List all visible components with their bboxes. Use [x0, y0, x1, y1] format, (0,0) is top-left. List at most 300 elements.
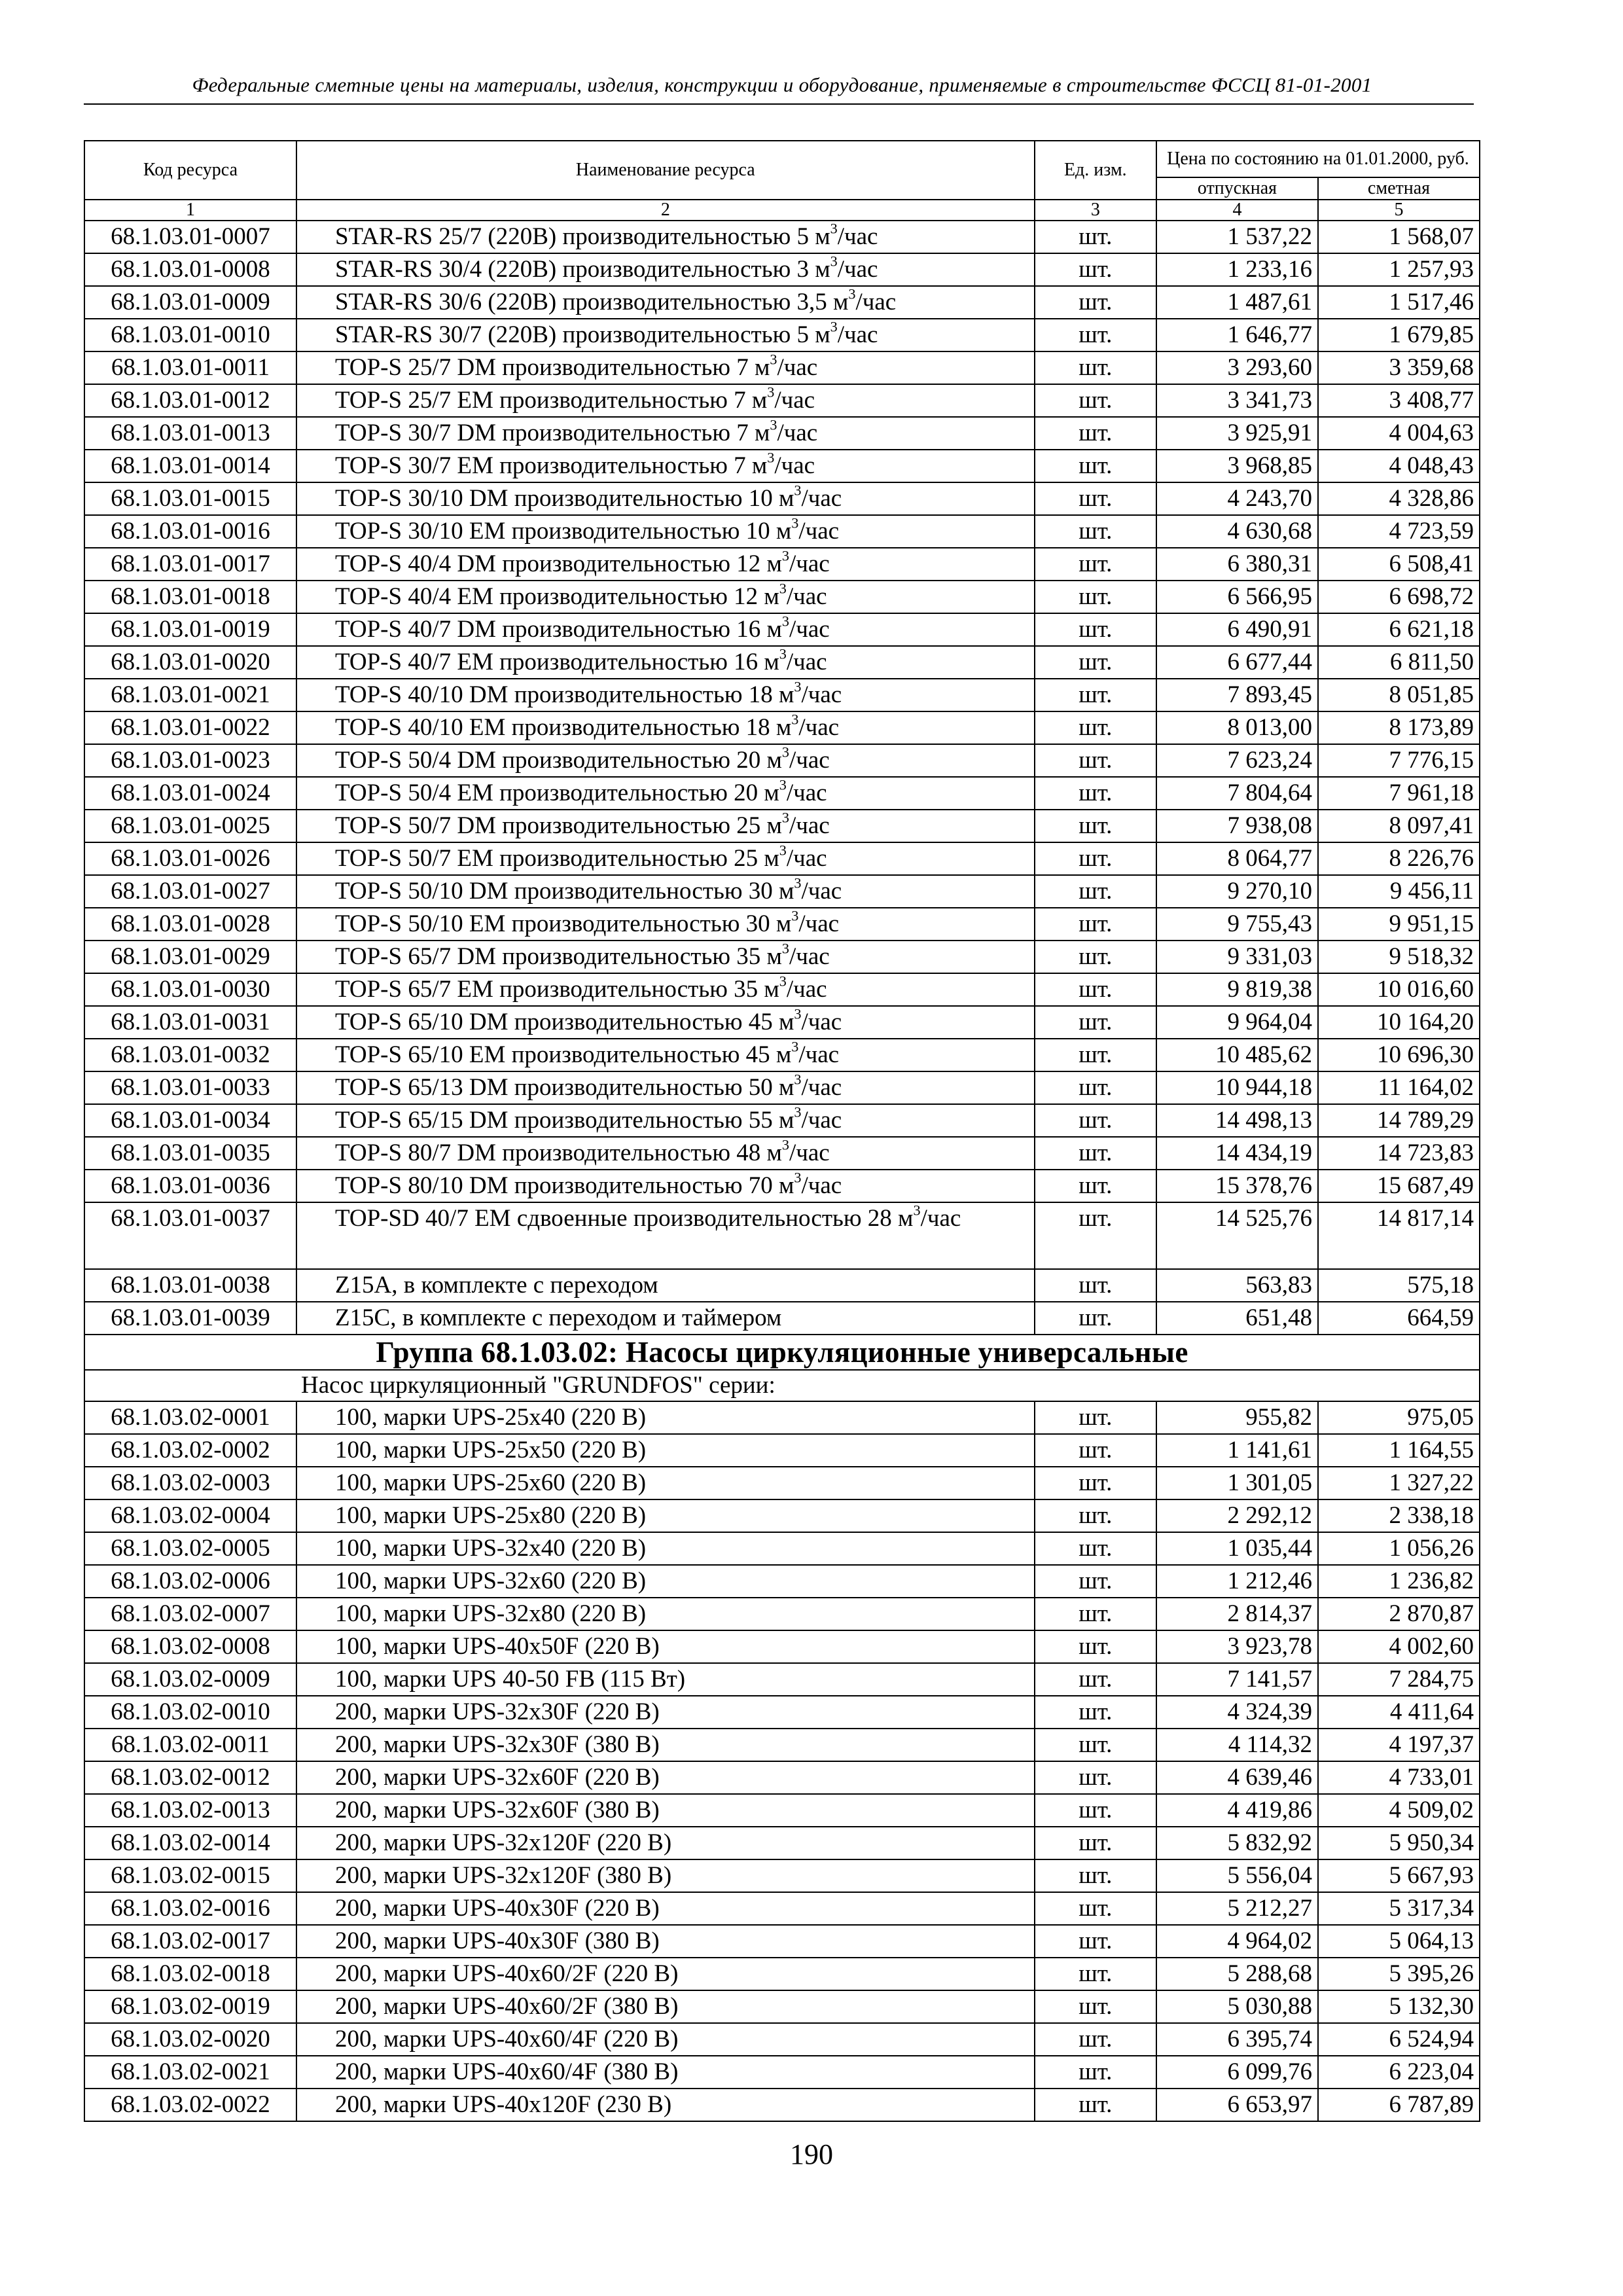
resource-unit: шт.	[1035, 1761, 1156, 1794]
unit-superscript: 3	[781, 941, 789, 957]
resource-code: 68.1.03.02-0012	[84, 1761, 296, 1794]
resource-name	[296, 515, 1035, 548]
table-row	[84, 384, 1480, 417]
price-sale: 4 630,68	[1156, 515, 1318, 548]
resource-code: 68.1.03.02-0020	[84, 2023, 296, 2056]
price-estimate: 7 284,75	[1318, 1663, 1480, 1696]
resource-name-suffix: /час	[789, 616, 830, 643]
price-estimate: 1 056,26	[1318, 1532, 1480, 1565]
price-sale: 4 964,02	[1156, 1925, 1318, 1958]
price-estimate: 4 733,01	[1318, 1761, 1480, 1794]
resource-name: 200, марки UPS-32x60F (380 В)	[296, 1794, 1035, 1827]
resource-name-suffix: /час	[786, 649, 827, 675]
unit-superscript: 3	[781, 613, 789, 630]
price-sale: 5 288,68	[1156, 1958, 1318, 1990]
price-sale: 1 141,61	[1156, 1434, 1318, 1467]
resource-unit: шт.	[1035, 1827, 1156, 1859]
table-row	[84, 1598, 1480, 1630]
price-estimate: 10 164,20	[1318, 1006, 1480, 1039]
unit-superscript: 3	[794, 1071, 802, 1088]
price-sale: 4 639,46	[1156, 1761, 1318, 1794]
price-sale: 3 341,73	[1156, 384, 1318, 417]
resource-code: 68.1.03.01-0036	[84, 1170, 296, 1202]
resource-unit: шт.	[1035, 646, 1156, 679]
unit-superscript: 3	[830, 253, 838, 270]
resource-name-text: TOP-S 30/7 DM производительностью 7 м	[334, 420, 770, 446]
price-estimate: 6 524,94	[1318, 2023, 1480, 2056]
price-sale: 3 968,85	[1156, 450, 1318, 482]
table-row	[84, 875, 1480, 908]
resource-name-suffix: /час	[801, 1172, 842, 1199]
resource-name-suffix: /час	[798, 518, 840, 545]
price-sale: 14 525,76	[1156, 1202, 1318, 1269]
price-estimate: 10 696,30	[1318, 1039, 1480, 1071]
resource-unit: шт.	[1035, 1663, 1156, 1696]
price-estimate: 1 679,85	[1318, 319, 1480, 351]
table-row	[84, 777, 1480, 810]
resource-unit: шт.	[1035, 384, 1156, 417]
header-price: Цена по состоянию на 01.01.2000, руб.	[1156, 141, 1480, 177]
price-sale: 14 498,13	[1156, 1104, 1318, 1137]
resource-name: 200, марки UPS-40x30F (220 В)	[296, 1892, 1035, 1925]
resource-name-suffix: /час	[801, 1107, 842, 1134]
table-row	[84, 842, 1480, 875]
resource-name-suffix: /час	[774, 387, 815, 414]
resource-name-text: TOP-S 30/7 EM производительностью 7 м	[334, 452, 768, 479]
price-sale: 5 832,92	[1156, 1827, 1318, 1859]
resource-code: 68.1.03.01-0022	[84, 711, 296, 744]
header-name: Наименование ресурса	[296, 141, 1035, 200]
page-header: Федеральные сметные цены на материалы, изделия, конструкции и оборудование, применяемые в строительстве ФССЦ 81-01-2001	[192, 73, 1372, 96]
price-estimate: 15 687,49	[1318, 1170, 1480, 1202]
unit-superscript: 3	[791, 1039, 799, 1055]
resource-name-text: TOP-S 50/4 EM производительностью 20 м	[334, 780, 779, 806]
price-sale: 10 485,62	[1156, 1039, 1318, 1071]
resource-code: 68.1.03.01-0030	[84, 973, 296, 1006]
resource-name-suffix: /час	[837, 256, 878, 283]
resource-unit: шт.	[1035, 1565, 1156, 1598]
table-row	[84, 1071, 1480, 1104]
resource-code: 68.1.03.02-0015	[84, 1859, 296, 1892]
price-estimate: 975,05	[1318, 1401, 1480, 1434]
resource-unit: шт.	[1035, 1598, 1156, 1630]
resource-name-text: TOP-S 50/4 DM производительностью 20 м	[334, 747, 782, 774]
price-sale: 7 938,08	[1156, 810, 1318, 842]
price-sale: 1 035,44	[1156, 1532, 1318, 1565]
resource-name-text: TOP-S 65/10 DM производительностью 45 м	[334, 1009, 794, 1035]
price-sale: 8 064,77	[1156, 842, 1318, 875]
resource-name	[296, 384, 1035, 417]
price-estimate: 14 789,29	[1318, 1104, 1480, 1137]
resource-name	[296, 842, 1035, 875]
price-sale: 651,48	[1156, 1302, 1318, 1335]
resource-name-suffix: /час	[786, 780, 827, 806]
unit-superscript: 3	[767, 384, 775, 401]
price-table	[84, 140, 1480, 2122]
resource-code: 68.1.03.02-0002	[84, 1434, 296, 1467]
resource-unit: шт.	[1035, 941, 1156, 973]
resource-unit: шт.	[1035, 1302, 1156, 1335]
price-estimate: 5 950,34	[1318, 1827, 1480, 1859]
resource-name-suffix: /час	[777, 420, 818, 446]
resource-name-suffix: /час	[789, 550, 830, 577]
resource-name-suffix: /час	[855, 289, 897, 315]
unit-superscript: 3	[830, 221, 838, 237]
unit-superscript: 3	[779, 973, 787, 990]
resource-unit: шт.	[1035, 286, 1156, 319]
header-col-number: 2	[296, 200, 1035, 221]
price-estimate: 575,18	[1318, 1269, 1480, 1302]
resource-name-text: STAR-RS 30/7 (220В) производительностью 5 м	[334, 321, 830, 348]
resource-name: 100, марки UPS-25x40 (220 В)	[296, 1401, 1035, 1434]
price-sale: 2 814,37	[1156, 1598, 1318, 1630]
table-row	[84, 319, 1480, 351]
table-row	[84, 1499, 1480, 1532]
resource-unit: шт.	[1035, 2023, 1156, 2056]
table-row	[84, 253, 1480, 286]
table-body-group1	[84, 221, 1480, 1202]
price-sale: 14 434,19	[1156, 1137, 1318, 1170]
resource-unit: шт.	[1035, 1170, 1156, 1202]
resource-code: 68.1.03.01-0011	[84, 351, 296, 384]
price-sale: 10 944,18	[1156, 1071, 1318, 1104]
table-row	[84, 1434, 1480, 1467]
price-estimate: 8 051,85	[1318, 679, 1480, 711]
price-sale: 6 566,95	[1156, 581, 1318, 613]
price-sale: 2 292,12	[1156, 1499, 1318, 1532]
table-row	[84, 1137, 1480, 1170]
resource-name: 200, марки UPS-32x30F (380 В)	[296, 1729, 1035, 1761]
unit-superscript: 3	[791, 711, 799, 728]
resource-code: 68.1.03.02-0022	[84, 2089, 296, 2121]
unit-superscript: 3	[794, 875, 802, 891]
table-row	[84, 1729, 1480, 1761]
table-row	[84, 1039, 1480, 1071]
resource-name-text: TOP-S 40/7 EM производительностью 16 м	[334, 649, 779, 675]
unit-superscript: 3	[791, 515, 799, 531]
resource-code: 68.1.03.01-0037	[84, 1202, 296, 1269]
header-col-number: 1	[84, 200, 296, 221]
resource-code: 68.1.03.01-0012	[84, 384, 296, 417]
resource-name-suffix: /час	[789, 1139, 830, 1166]
table-row	[84, 1859, 1480, 1892]
table-row	[84, 1925, 1480, 1958]
price-estimate: 8 173,89	[1318, 711, 1480, 744]
header-col-number: 3	[1035, 200, 1156, 221]
price-sale: 9 755,43	[1156, 908, 1318, 941]
resource-name-text: TOP-S 65/7 DM производительностью 35 м	[334, 943, 782, 970]
resource-unit: шт.	[1035, 2056, 1156, 2089]
resource-name: 100, марки UPS-40x50F (220 В)	[296, 1630, 1035, 1663]
resource-name-suffix: /час	[774, 452, 815, 479]
resource-unit: шт.	[1035, 1729, 1156, 1761]
table-row	[84, 482, 1480, 515]
resource-name-suffix: /час	[837, 321, 878, 348]
resource-unit: шт.	[1035, 1696, 1156, 1729]
resource-code: 68.1.03.01-0026	[84, 842, 296, 875]
resource-code: 68.1.03.01-0009	[84, 286, 296, 319]
table-body-group-header	[84, 1335, 1480, 1401]
price-estimate: 6 508,41	[1318, 548, 1480, 581]
resource-code: 68.1.03.02-0013	[84, 1794, 296, 1827]
unit-superscript: 3	[794, 1170, 802, 1186]
price-sale: 7 623,24	[1156, 744, 1318, 777]
unit-superscript: 3	[779, 646, 787, 662]
resource-name: 200, марки UPS-32x120F (380 В)	[296, 1859, 1035, 1892]
resource-name-text: STAR-RS 30/6 (220В) производительностью 3,5 м	[334, 289, 849, 315]
resource-code: 68.1.03.01-0027	[84, 875, 296, 908]
resource-name	[296, 941, 1035, 973]
resource-unit: шт.	[1035, 548, 1156, 581]
resource-code: 68.1.03.01-0016	[84, 515, 296, 548]
resource-unit: шт.	[1035, 1039, 1156, 1071]
price-estimate: 4 509,02	[1318, 1794, 1480, 1827]
resource-unit: шт.	[1035, 711, 1156, 744]
header-col-number: 5	[1318, 200, 1480, 221]
table-row	[84, 1761, 1480, 1794]
table-row	[84, 548, 1480, 581]
price-sale: 1 301,05	[1156, 1467, 1318, 1499]
resource-name	[296, 221, 1035, 253]
resource-unit: шт.	[1035, 1499, 1156, 1532]
resource-unit: шт.	[1035, 1630, 1156, 1663]
price-estimate: 4 328,86	[1318, 482, 1480, 515]
table-row	[84, 286, 1480, 319]
price-sale: 6 099,76	[1156, 2056, 1318, 2089]
resource-name-text: TOP-S 25/7 EM производительностью 7 м	[334, 387, 768, 414]
price-estimate: 5 317,34	[1318, 1892, 1480, 1925]
resource-code: 68.1.03.01-0039	[84, 1302, 296, 1335]
resource-name	[296, 711, 1035, 744]
resource-code: 68.1.03.01-0014	[84, 450, 296, 482]
resource-name: 100, марки UPS-32x80 (220 В)	[296, 1598, 1035, 1630]
table-row	[84, 613, 1480, 646]
resource-name-text: STAR-RS 30/4 (220В) производительностью 3 м	[334, 256, 830, 283]
resource-name	[296, 744, 1035, 777]
resource-unit: шт.	[1035, 744, 1156, 777]
resource-unit: шт.	[1035, 1202, 1156, 1269]
price-estimate: 4 004,63	[1318, 417, 1480, 450]
resource-unit: шт.	[1035, 1925, 1156, 1958]
resource-code: 68.1.03.02-0021	[84, 2056, 296, 2089]
price-estimate: 1 327,22	[1318, 1467, 1480, 1499]
resource-name	[296, 417, 1035, 450]
resource-name-suffix: /час	[837, 223, 878, 250]
resource-code: 68.1.03.01-0013	[84, 417, 296, 450]
resource-unit: шт.	[1035, 842, 1156, 875]
resource-name: 200, марки UPS-40x120F (230 В)	[296, 2089, 1035, 2121]
price-sale: 4 243,70	[1156, 482, 1318, 515]
table-row	[84, 1401, 1480, 1434]
unit-superscript: 3	[781, 1137, 789, 1153]
page-number: 190	[790, 2138, 833, 2170]
table-row	[84, 1892, 1480, 1925]
table-row	[84, 1958, 1480, 1990]
price-sale: 5 030,88	[1156, 1990, 1318, 2023]
resource-code: 68.1.03.01-0028	[84, 908, 296, 941]
resource-name: 100, марки UPS-25x80 (220 В)	[296, 1499, 1035, 1532]
resource-code: 68.1.03.01-0029	[84, 941, 296, 973]
price-sale: 15 378,76	[1156, 1170, 1318, 1202]
price-sale: 9 270,10	[1156, 875, 1318, 908]
resource-unit: шт.	[1035, 679, 1156, 711]
price-estimate: 6 811,50	[1318, 646, 1480, 679]
resource-name-text: TOP-S 40/7 DM производительностью 16 м	[334, 616, 782, 643]
resource-unit: шт.	[1035, 1104, 1156, 1137]
table-row	[84, 973, 1480, 1006]
resource-name: 200, марки UPS-32x30F (220 В)	[296, 1696, 1035, 1729]
resource-code: 68.1.03.02-0018	[84, 1958, 296, 1990]
resource-name-text: TOP-S 65/13 DM производительностью 50 м	[334, 1074, 794, 1101]
resource-name: 200, марки UPS-32x120F (220 В)	[296, 1827, 1035, 1859]
resource-name	[296, 1039, 1035, 1071]
price-sale: 6 380,31	[1156, 548, 1318, 581]
table-row	[84, 351, 1480, 384]
unit-superscript: 3	[779, 581, 787, 597]
price-sale: 3 925,91	[1156, 417, 1318, 450]
resource-name: Z15A, в комплекте с переходом	[296, 1269, 1035, 1302]
resource-name-text: STAR-RS 25/7 (220В) производительностью 5 м	[334, 223, 830, 250]
resource-name-text: TOP-S 40/4 EM производительностью 12 м	[334, 583, 779, 610]
price-estimate: 2 870,87	[1318, 1598, 1480, 1630]
table-row	[84, 1269, 1480, 1302]
price-sale: 1 646,77	[1156, 319, 1318, 351]
resource-code: 68.1.03.01-0025	[84, 810, 296, 842]
resource-code: 68.1.03.01-0019	[84, 613, 296, 646]
header-unit: Ед. изм.	[1035, 141, 1156, 200]
price-sale: 9 331,03	[1156, 941, 1318, 973]
resource-code: 68.1.03.02-0010	[84, 1696, 296, 1729]
series-title: Насос циркуляционный "GRUNDFOS" серии:	[84, 1370, 1480, 1401]
resource-name	[296, 613, 1035, 646]
table-row	[84, 515, 1480, 548]
price-estimate: 3 408,77	[1318, 384, 1480, 417]
resource-code: 68.1.03.02-0014	[84, 1827, 296, 1859]
resource-name-suffix: /час	[801, 681, 842, 708]
resource-name-text: TOP-S 50/10 EM производительностью 30 м	[334, 910, 792, 937]
resource-name-text: TOP-S 40/10 DM производительностью 18 м	[334, 681, 794, 708]
resource-name: 100, марки UPS-32x40 (220 В)	[296, 1532, 1035, 1565]
price-estimate: 3 359,68	[1318, 351, 1480, 384]
resource-name	[296, 450, 1035, 482]
price-estimate: 4 411,64	[1318, 1696, 1480, 1729]
resource-name	[296, 810, 1035, 842]
table-body-accessories	[84, 1269, 1480, 1335]
resource-unit: шт.	[1035, 1958, 1156, 1990]
resource-name-suffix: /час	[789, 747, 830, 774]
resource-code: 68.1.03.01-0024	[84, 777, 296, 810]
resource-unit: шт.	[1035, 1071, 1156, 1104]
resource-name	[296, 1137, 1035, 1170]
resource-name: 200, марки UPS-40x60/2F (220 В)	[296, 1958, 1035, 1990]
price-estimate: 7 776,15	[1318, 744, 1480, 777]
table-row	[84, 2089, 1480, 2121]
resource-name-suffix: /час	[789, 943, 830, 970]
table-row	[84, 1990, 1480, 2023]
resource-code: 68.1.03.02-0003	[84, 1467, 296, 1499]
resource-unit: шт.	[1035, 777, 1156, 810]
resource-unit: шт.	[1035, 221, 1156, 253]
price-sale: 1 487,61	[1156, 286, 1318, 319]
table-row	[84, 744, 1480, 777]
resource-code: 68.1.03.01-0020	[84, 646, 296, 679]
resource-code: 68.1.03.01-0018	[84, 581, 296, 613]
price-estimate: 664,59	[1318, 1302, 1480, 1335]
table-row	[84, 1202, 1480, 1269]
unit-superscript: 3	[779, 777, 787, 793]
resource-unit: шт.	[1035, 1269, 1156, 1302]
resource-name-suffix: /час	[786, 976, 827, 1003]
price-sale: 5 212,27	[1156, 1892, 1318, 1925]
price-sale: 6 395,74	[1156, 2023, 1318, 2056]
resource-name-text: TOP-SD 40/7 EM сдвоенные производительностью 28 м	[334, 1205, 914, 1232]
table-row	[84, 711, 1480, 744]
unit-superscript: 3	[794, 1104, 802, 1121]
unit-superscript: 3	[848, 286, 856, 302]
price-sale: 1 537,22	[1156, 221, 1318, 253]
price-estimate: 4 048,43	[1318, 450, 1480, 482]
resource-name	[296, 1006, 1035, 1039]
table-row	[84, 1302, 1480, 1335]
resource-name-suffix: /час	[801, 485, 842, 512]
resource-unit: шт.	[1035, 581, 1156, 613]
unit-superscript: 3	[794, 482, 802, 499]
unit-superscript: 3	[781, 810, 789, 826]
resource-unit: шт.	[1035, 1532, 1156, 1565]
resource-unit: шт.	[1035, 1006, 1156, 1039]
resource-code: 68.1.03.02-0016	[84, 1892, 296, 1925]
resource-code: 68.1.03.01-0017	[84, 548, 296, 581]
resource-name-suffix: /час	[801, 1074, 842, 1101]
resource-unit: шт.	[1035, 1137, 1156, 1170]
resource-name: 200, марки UPS-40x60/2F (380 В)	[296, 1990, 1035, 2023]
price-sale: 6 653,97	[1156, 2089, 1318, 2121]
header-col-number: 4	[1156, 200, 1318, 221]
price-estimate: 8 226,76	[1318, 842, 1480, 875]
price-sale: 8 013,00	[1156, 711, 1318, 744]
resource-name-suffix: /час	[798, 1041, 840, 1068]
price-sale: 9 819,38	[1156, 973, 1318, 1006]
resource-unit: шт.	[1035, 1434, 1156, 1467]
table-row	[84, 1532, 1480, 1565]
resource-name	[296, 1071, 1035, 1104]
price-estimate: 6 787,89	[1318, 2089, 1480, 2121]
resource-unit: шт.	[1035, 973, 1156, 1006]
resource-name	[296, 908, 1035, 941]
price-estimate: 14 817,14	[1318, 1202, 1480, 1269]
resource-name-text: TOP-S 50/10 DM производительностью 30 м	[334, 878, 794, 905]
table-row	[84, 646, 1480, 679]
resource-code: 68.1.03.01-0031	[84, 1006, 296, 1039]
price-estimate: 5 064,13	[1318, 1925, 1480, 1958]
resource-name	[296, 1170, 1035, 1202]
resource-name-text: TOP-S 40/10 EM производительностью 18 м	[334, 714, 792, 741]
resource-code: 68.1.03.01-0010	[84, 319, 296, 351]
resource-name: 100, марки UPS 40-50 FB (115 Вт)	[296, 1663, 1035, 1696]
resource-name: 100, марки UPS-25x50 (220 В)	[296, 1434, 1035, 1467]
resource-name	[296, 1104, 1035, 1137]
table-row	[84, 1827, 1480, 1859]
price-estimate: 1 517,46	[1318, 286, 1480, 319]
price-sale: 9 964,04	[1156, 1006, 1318, 1039]
resource-unit: шт.	[1035, 613, 1156, 646]
table-row	[84, 1696, 1480, 1729]
price-sale: 4 114,32	[1156, 1729, 1318, 1761]
resource-name-text: TOP-S 30/10 EM производительностью 10 м	[334, 518, 792, 545]
unit-superscript: 3	[779, 842, 787, 859]
resource-name	[296, 581, 1035, 613]
price-estimate: 9 518,32	[1318, 941, 1480, 973]
